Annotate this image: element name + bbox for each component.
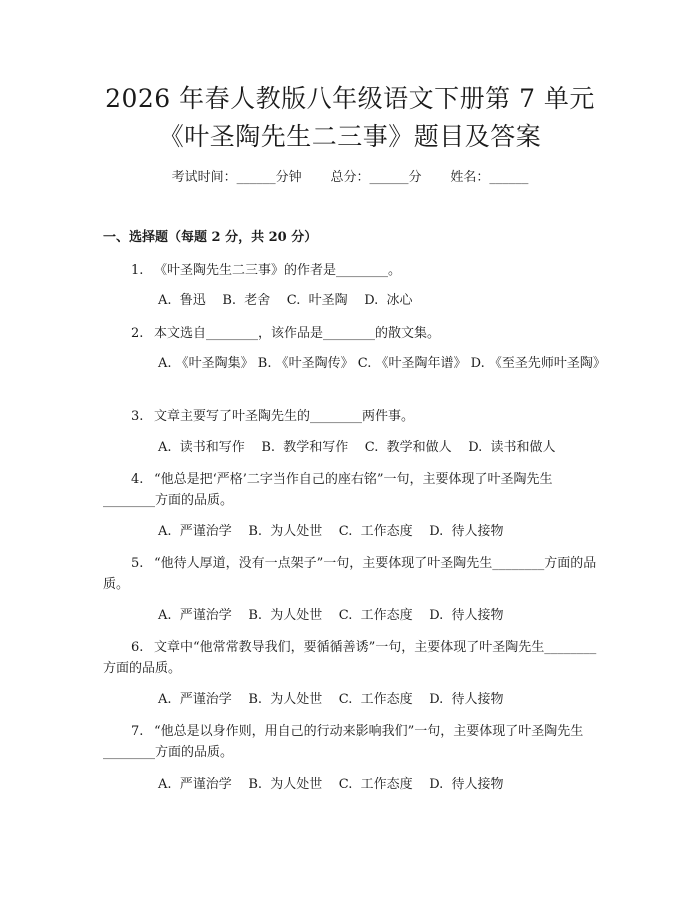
question-5 xyxy=(103,553,600,595)
question-2 xyxy=(103,323,600,344)
question-1-options: A. 鲁迅 B. 老舍 C. 叶圣陶 D. 冰心 xyxy=(158,293,413,308)
question-stem: 文章中“他常常教导我们，要循循善诱”一句，主要体现了叶圣陶先生________方面的品质。 xyxy=(103,640,597,676)
question-5-options: A. 严谨治学 B. 为人处世 C. 工作态度 D. 待人接物 xyxy=(158,608,504,623)
exam-meta-line: 考试时间：______分钟 总分：______分 姓名：______ xyxy=(171,170,529,185)
question-4 xyxy=(103,469,600,511)
question-6-options: A. 严谨治学 B. 为人处世 C. 工作态度 D. 待人接物 xyxy=(158,692,504,707)
question-2-options: A. 《叶圣陶集》 B. 《叶圣陶传》 C. 《叶圣陶年谱》 D. 《至圣先师叶圣陶》 xyxy=(158,356,606,371)
question-number: 4. xyxy=(131,472,144,487)
document-title-line-2: 《叶圣陶先生二三事》题目及答案 xyxy=(158,122,542,151)
question-number: 6. xyxy=(131,640,144,655)
question-stem: “他待人厚道，没有一点架子”一句，主要体现了叶圣陶先生________方面的品质。 xyxy=(103,556,597,592)
question-3-options: A. 读书和写作 B. 教学和写作 C. 教学和做人 D. 读书和做人 xyxy=(158,440,556,455)
question-stem: “他总是把‘严格’二字当作自己的座右铭”一句，主要体现了叶圣陶先生________方面的品质。 xyxy=(103,472,553,508)
question-stem: 《叶圣陶先生二三事》的作者是________。 xyxy=(154,263,402,278)
question-number: 1. xyxy=(131,263,144,278)
document-title-line-1: 2026 年春人教版八年级语文下册第 7 单元 xyxy=(105,84,595,113)
question-number: 2. xyxy=(131,326,144,341)
question-7-options: A. 严谨治学 B. 为人处世 C. 工作态度 D. 待人接物 xyxy=(158,777,504,792)
question-stem: 文章主要写了叶圣陶先生的________两件事。 xyxy=(154,409,415,424)
question-7 xyxy=(103,721,600,763)
question-number: 7. xyxy=(131,724,144,739)
question-3 xyxy=(103,406,600,427)
question-number: 3. xyxy=(131,409,144,424)
question-stem: “他总是以身作则，用自己的行动来影响我们”一句，主要体现了叶圣陶先生________方面的品质。 xyxy=(103,724,584,760)
section-heading: 一、选择题（每题 2 分，共 20 分） xyxy=(103,230,318,245)
question-4-options: A. 严谨治学 B. 为人处世 C. 工作态度 D. 待人接物 xyxy=(158,524,504,539)
question-1 xyxy=(103,260,600,281)
question-stem: 本文选自________，该作品是________的散文集。 xyxy=(154,326,441,341)
question-6 xyxy=(103,637,600,679)
question-number: 5. xyxy=(131,556,144,571)
